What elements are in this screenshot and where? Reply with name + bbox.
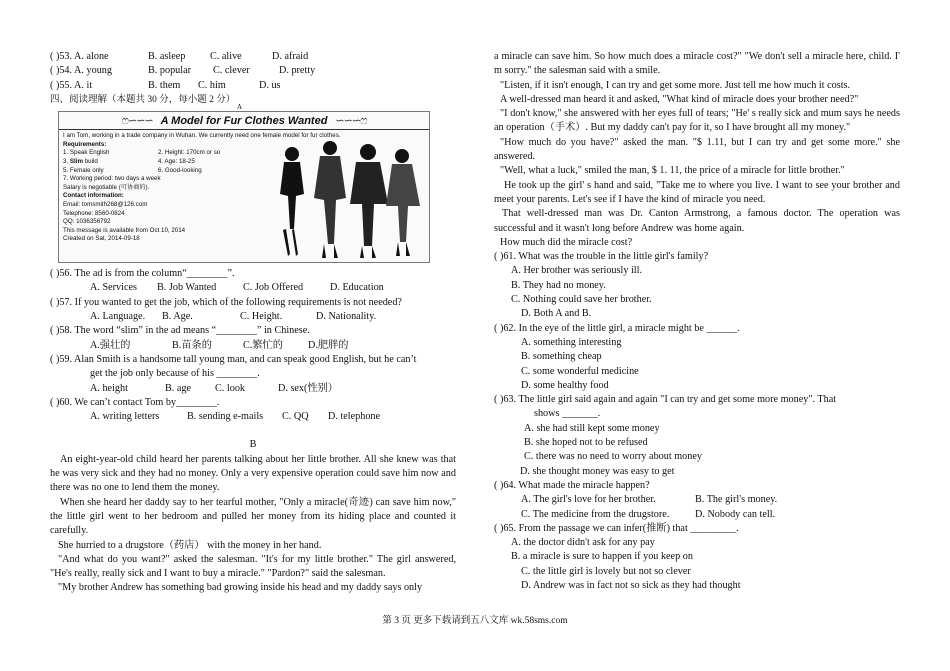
passage-paragraph-13: How much did the miracle cost? — [500, 236, 633, 248]
page-footer: 第 3 页 更多下载请到五八文库 wk.58sms.com — [382, 616, 568, 626]
question-60-options: A. writing letters B. sending e-mails C. QQ D. telephone — [90, 411, 381, 423]
ad-divider — [59, 129, 429, 130]
passage-paragraph-8: "I don't know," she answered with her eyes full of tears; "He' s really sick and mum says he needs an operation（手术）. But my daddy can't pay for it, so I have brought all my money." — [494, 108, 900, 134]
question-63-option-a: A. she had still kept some money — [524, 422, 660, 434]
question-59-options: A. height B. age C. look D. sex(性别） — [90, 382, 338, 394]
question-63-stem-continued: shows _______. — [534, 408, 601, 420]
question-63-stem: ( )63. The little girl said again and again "I can try and get some more money". That — [494, 394, 837, 406]
question-53: ( )53. A. alone B. asleep C. alive D. afraid — [50, 51, 309, 62]
question-56-stem: ( )56. The ad is from the column“________”. — [50, 268, 235, 280]
question-62-option-d: D. some healthy food — [521, 379, 609, 391]
section-b-label: B — [249, 439, 257, 451]
job-ad-image — [58, 111, 430, 263]
question-64-options-ab: A. The girl's love for her brother. B. The girl's money. — [521, 494, 778, 506]
passage-paragraph-10: "Well, what a luck," smiled the man, $ 1. 11, the price of a miracle for little brother." — [500, 165, 845, 177]
passage-paragraph-4: "And what do you want?" asked the salesman. "It's for my little brother." The girl answered, "He's really, really sick and I want to buy a miracle." "Pardon?" said the salesman. — [50, 553, 456, 580]
question-56-options: A. Services B. Job Wanted C. Job Offered D. Education — [90, 282, 384, 294]
passage-paragraph-1: An eight-year-old child heard her parents talking about her little brother. All she knew was that he was very sick and they had no money. Only a very expensive operation could save him now and there was no one to lend them the money. — [50, 453, 456, 494]
question-65-stem: ( )65. From the passage we can infer(推断) that _________. — [494, 522, 739, 534]
question-65-option-c: C. the little girl is lovely but not so clever — [521, 565, 691, 577]
question-63-option-d: D. she thought money was easy to get — [520, 465, 675, 477]
question-61-option-d: D. Both A and B. — [521, 308, 592, 320]
passage-paragraph-9: "How much do you have?" asked the man. "$ 1.11, but I can try and get some more." she answered. — [494, 136, 900, 163]
section-a-label: A — [237, 103, 243, 112]
right-column — [494, 50, 900, 593]
question-61-option-b: B. They had no money. — [511, 279, 606, 291]
question-60-stem: ( )60. We can’t contact Tom by________. — [50, 396, 220, 408]
passage-paragraph-7: A well-dressed man heard it and asked, "What kind of miracle does your brother need?" — [500, 93, 859, 105]
question-57-stem: ( )57. If you wanted to get the job, which of the following requirements is not needed? — [50, 296, 402, 308]
passage-paragraph-5: "My brother Andrew has something bad growing inside his head and my daddy says only — [58, 582, 423, 594]
question-62-stem: ( )62. In the eye of the little girl, a miracle might be ______. — [494, 322, 740, 334]
question-54: ( )54. A. young B. popular C. clever D. pretty — [50, 65, 316, 77]
ad-body: I am Tom, working in a trade company in Wuhan. We currently need one female model for fur clothes. Requirements: 1. Speak English 2. Height: 170cm or so 3. Slim build 4. Age: 18-25 5. Female only 6. Good-looking 7. Working period: two days a week Salary is negotiable (可协商的). Contact information: Email: tomsmith268@126.com Telephone: 8560-0824 QQ: 1036356792 This message is available from Oct 10, 2014 Created on Sat, 2014-09-18 — [63, 132, 341, 243]
question-65-option-b: B. a miracle is sure to happen if you keep on — [511, 551, 693, 563]
question-58-stem: ( )58. The word “slim” in the ad means “________” in Chinese. — [50, 325, 310, 337]
fashion-models-illustration — [264, 134, 424, 260]
question-63-option-c: C. there was no need to worry about money — [524, 451, 702, 463]
passage-paragraph-11: He took up the girl' s hand and said, "Take me to where you live. I want to see your brother and meet your parents. Let's see if I have the kind of miracle you need. — [494, 179, 900, 205]
passage-paragraph-2: When she heard her daddy say to her tearful mother, "Only a miracle(奇迹) can save him now," the little girl went to her bedroom and pulled her money from its hiding place and counted it carefully. — [50, 496, 456, 537]
passage-paragraph-5-continued: a miracle can save him. So how much does a miracle cost?" "We don't sell a miracle here, child. I' m sorry." the salesman said with a smile. — [494, 51, 900, 77]
question-61-stem: ( )61. What was the trouble in the little girl's family? — [494, 251, 709, 263]
left-column — [50, 50, 456, 596]
passage-paragraph-3: She hurried to a drugstore（药店） with the money in her hand. — [58, 539, 322, 551]
question-57-options: A. Language. B. Age. C. Height. D. Nationality. — [90, 311, 377, 323]
question-64-stem: ( )64. What made the miracle happen? — [494, 479, 650, 491]
question-55: ( )55. A. it B. them C. him D. us — [50, 79, 281, 91]
passage-paragraph-12: That well-dressed man was Dr. Canton Armstrong, a famous doctor. The operation was successful and it wasn't long before Andrew was home again. — [494, 208, 900, 234]
question-58-options: A.强壮的 B.苗条的 C.繁忙的 D.肥胖的 — [90, 339, 349, 351]
question-61-option-a: A. Her brother was seriously ill. — [511, 265, 642, 277]
question-62-option-c: C. some wonderful medicine — [521, 365, 639, 377]
section-4-heading: 四、阅读理解（本题共 30 分，每小题 2 分） — [50, 94, 236, 105]
question-62-option-a: A. something interesting — [521, 336, 622, 348]
question-62-option-b: B. something cheap — [521, 351, 602, 363]
passage-paragraph-6: "Listen, if it isn't enough, I can try and get some more. Just tell me how much it costs. — [500, 79, 851, 91]
question-63-option-b: B. she hoped not to be refused — [524, 437, 648, 449]
question-65-option-d: D. Andrew was in fact not so sick as they had thought — [521, 579, 741, 591]
question-61-option-c: C. Nothing could save her brother. — [511, 294, 652, 306]
question-64-options-cd: C. The medicine from the drugstore. D. Nobody can tell. — [521, 508, 776, 520]
ad-title: ෆ∽∽∽ A Model for Fur Clothes Wanted ∽∽∽ෆ — [121, 115, 367, 128]
question-59-stem-continued: get the job only because of his ________. — [90, 368, 260, 380]
question-59-stem: ( )59. Alan Smith is a handsome tall young man, and can speak good English, but he can’t — [50, 353, 417, 365]
question-65-option-a: A. the doctor didn't ask for any pay — [511, 537, 655, 549]
